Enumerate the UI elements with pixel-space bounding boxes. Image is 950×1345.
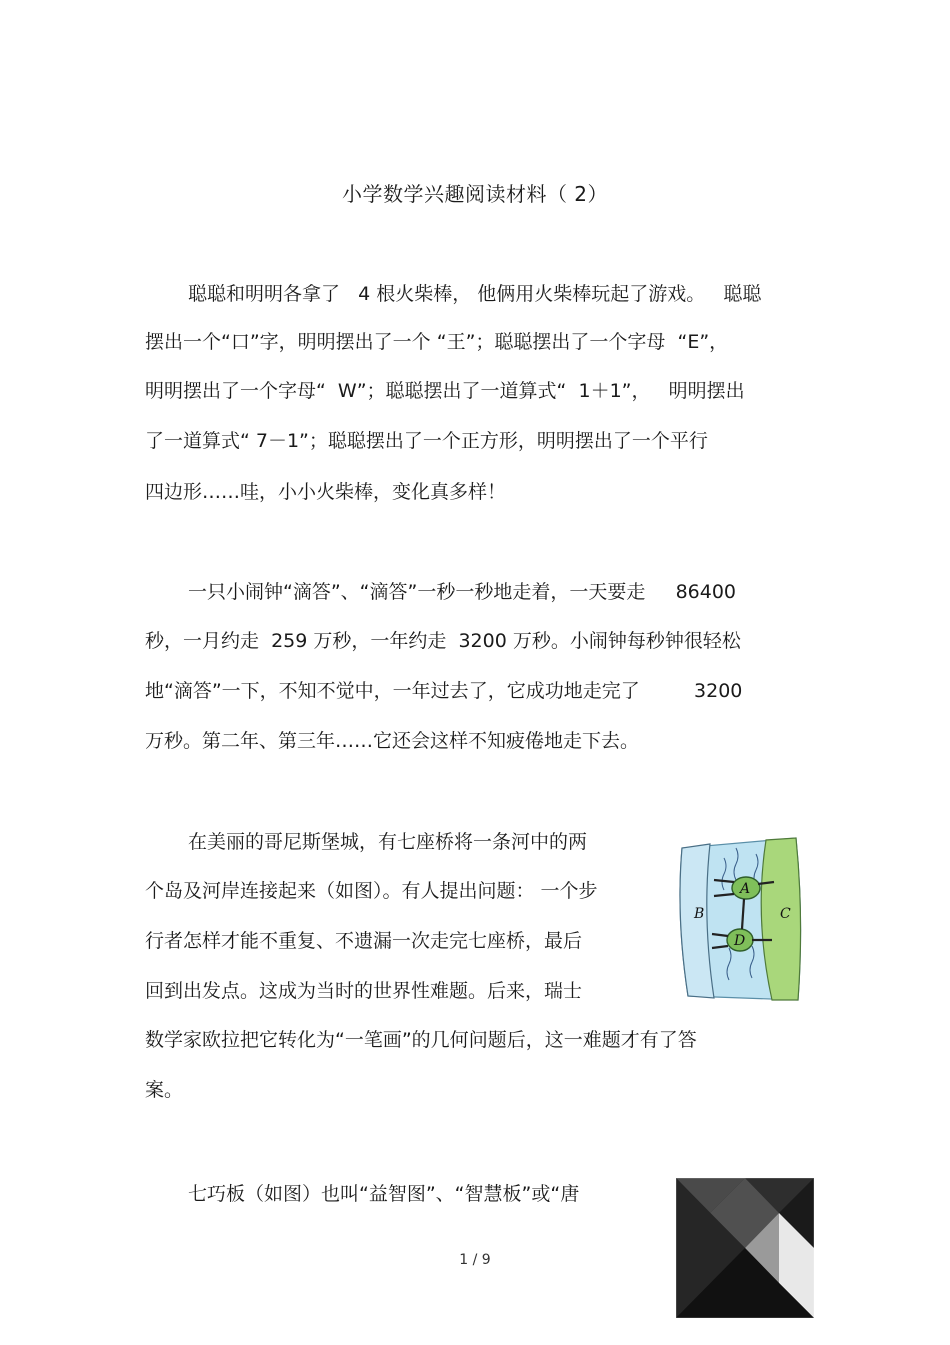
label-b: B bbox=[694, 906, 705, 922]
text-line: 了一道算式“ 7－1”；聪聪摆出了一个正方形，明明摆出了一个平行 bbox=[145, 430, 708, 452]
text-line: 聪聪和明明各拿了 4 根火柴棒， 他俩用火柴棒玩起了游戏。 聪聪 bbox=[188, 283, 762, 305]
label-a: A bbox=[740, 881, 751, 897]
text-line: 回到出发点。这成为当时的世界性难题。后来，瑞士 bbox=[145, 980, 583, 1002]
text-line: 个岛及河岸连接起来（如图）。有人提出问题： 一个步 bbox=[145, 880, 598, 902]
text-line: 秒，一月约走 259 万秒，一年约走 3200 万秒。小闹钟每秒钟很轻松 bbox=[145, 630, 741, 652]
text-line: 明明摆出了一个字母“ W”；聪聪摆出了一道算式“ 1＋1”， 明明摆出 bbox=[145, 380, 745, 402]
text-line: 七巧板（如图）也叫“益智图”、“智慧板”或“唐 bbox=[188, 1183, 580, 1205]
tangram-figure bbox=[676, 1178, 814, 1318]
text-line: 万秒。第二年、第三年……它还会这样不知疲倦地走下去。 bbox=[145, 730, 640, 752]
page-title: 小学数学兴趣阅读材料（ 2） bbox=[341, 182, 609, 206]
konigsberg-bridges-figure bbox=[674, 828, 804, 1006]
text-line: 摆出一个“口”字，明明摆出了一个 “王”；聪聪摆出了一个字母 “E”， bbox=[145, 331, 729, 353]
text-line: 在美丽的哥尼斯堡城，有七座桥将一条河中的两 bbox=[188, 831, 588, 853]
text-line: 行者怎样才能不重复、不遗漏一次走完七座桥，最后 bbox=[145, 930, 583, 952]
text-line: 地“滴答”一下，不知不觉中，一年过去了，它成功地走完了 3200 bbox=[145, 680, 743, 702]
label-d: D bbox=[734, 933, 746, 949]
page-number: 1 / 9 bbox=[459, 1252, 491, 1268]
text-line: 一只小闹钟“滴答”、“滴答”一秒一秒地走着，一天要走 86400 bbox=[188, 581, 737, 603]
text-line: 数学家欧拉把它转化为“一笔画”的几何问题后，这一难题才有了答 bbox=[145, 1029, 697, 1051]
text-line: 案。 bbox=[145, 1079, 184, 1101]
label-c: C bbox=[780, 906, 791, 922]
text-line: 四边形……哇，小小火柴棒，变化真多样！ bbox=[145, 481, 507, 503]
